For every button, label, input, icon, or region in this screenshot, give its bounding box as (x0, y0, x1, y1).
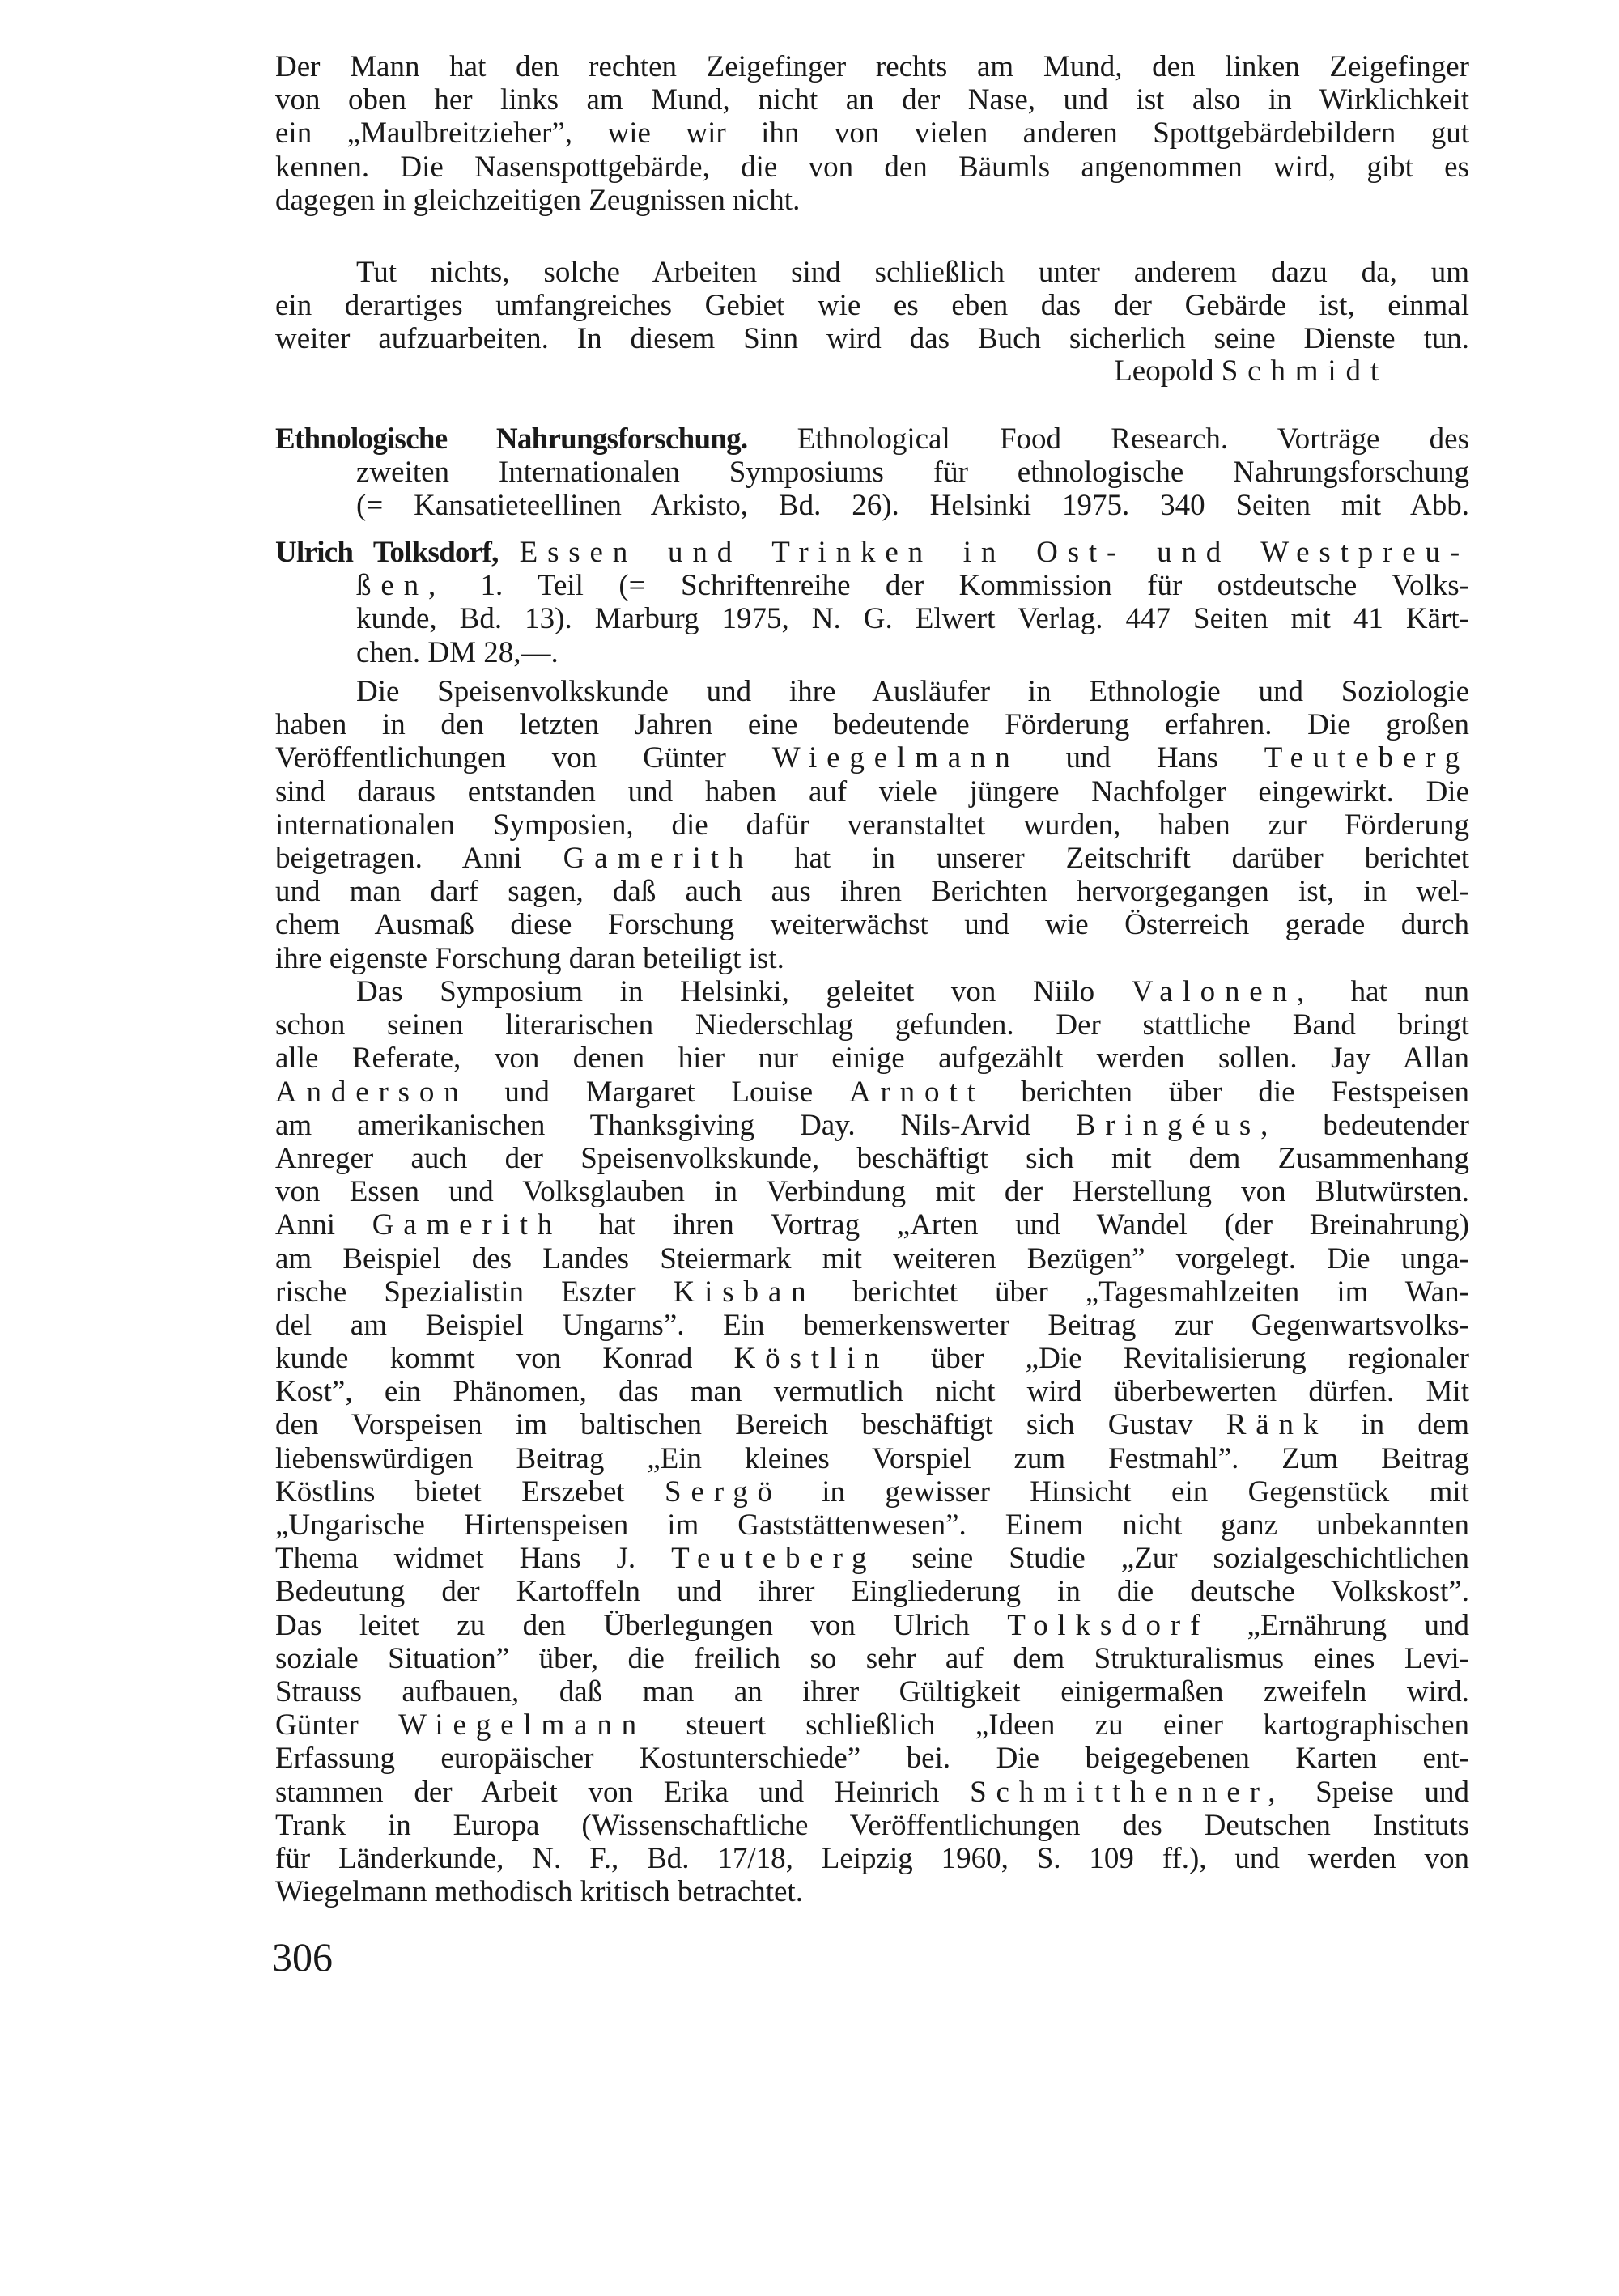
text-run: chen. DM 28,—. (356, 635, 559, 669)
text-line (275, 50, 1469, 83)
spaced-name: Teuteberg (671, 1542, 877, 1576)
spaced-name: Gamerith (372, 1208, 563, 1242)
text-run: 1. Teil (= Schriftenreihe der Kommission für ostdeutsche Volks- (445, 569, 1469, 603)
text-line (275, 1475, 1469, 1509)
text-line (275, 1008, 1469, 1042)
text-run: Bedeutung der Kartoffeln und ihrer Eingliederung in die deutsche Volkskost”. (275, 1575, 1469, 1609)
text-run: soziale Situation” über, die freilich so sehr auf dem Strukturalismus eines Levi- (275, 1641, 1469, 1675)
text-run: dagegen in gleichzeitigen Zeugnissen nicht. (275, 183, 801, 217)
text-line (275, 842, 1469, 875)
text-run: in dem (1328, 1408, 1470, 1442)
text-line (275, 1542, 1469, 1575)
text-line (275, 289, 1469, 322)
review-end (275, 50, 1469, 217)
text-run: ein derartiges umfangreiches Gebiet wie es eben das der Gebärde ist, einmal (275, 289, 1469, 323)
spaced-name: Anderson (275, 1075, 469, 1109)
text-run: in gewisser Hinsicht ein Gegenstück mit (781, 1475, 1469, 1509)
text-run: und Hans (1019, 741, 1264, 775)
text-line (275, 1076, 1469, 1109)
text-line (275, 1776, 1469, 1809)
text-run: bedeutender (1277, 1108, 1470, 1142)
text-line (275, 1708, 1469, 1742)
signature-first-name: Leopold (1114, 354, 1214, 388)
text-line (275, 1609, 1469, 1642)
text-line (275, 675, 1469, 708)
text-run: berichten über die Festspeisen (984, 1075, 1469, 1109)
text-line (275, 1875, 1469, 1908)
text-line (275, 1408, 1469, 1441)
text-run: (= Kansatieteellinen Arkisto, Bd. 26). Helsinki 1975. 340 Seiten mit Abb. (356, 489, 1469, 523)
text-run: haben in den letzten Jahren eine bedeutende Förderung erfahren. Die großen (275, 708, 1469, 742)
text-run: Erfassung europäischer Kostunterschiede” bei. Die beigegebenen Karten ent- (275, 1742, 1469, 1776)
text-line (275, 975, 1469, 1008)
text-run: weiter aufzuarbeiten. In diesem Sinn wird das Buch sicherlich seine Dienste tun. (275, 322, 1469, 356)
text-run: Anreger auch der Speisenvolkskunde, beschäftigt sich mit dem Zusammenhang (275, 1141, 1469, 1175)
text-line (275, 1242, 1469, 1275)
text-line (275, 1175, 1469, 1208)
signature-last-name: Schmidt (1221, 354, 1388, 388)
text-run: Strauss aufbauen, daß man an ihrer Gültigkeit einigermaßen zweifeln wird. (275, 1674, 1469, 1708)
citation-2 (275, 536, 1469, 669)
text-run: kunde, Bd. 13). Marburg 1975, N. G. Elwert Verlag. 447 Seiten mit 41 Kärt- (356, 602, 1469, 636)
text-run: „Ernährung und (1209, 1608, 1469, 1642)
text-line (275, 808, 1469, 842)
text-run: Der Mann hat den rechten Zeigefinger rechts am Mund, den linken Zeigefinger (275, 50, 1469, 83)
text-line (275, 536, 1469, 569)
text-line (275, 1842, 1469, 1875)
text-run: Ethnological Food Research. Vorträge des (747, 422, 1469, 456)
text-line (275, 83, 1469, 117)
text-run: Das leitet zu den Überlegungen von Ulrich (275, 1608, 1008, 1642)
text-run: hat in unserer Zeitschrift darüber berichtet (753, 841, 1469, 875)
text-run: über „Die Revitalisierung regionaler (889, 1342, 1469, 1376)
text-run: am Beispiel des Landes Steiermark mit weiteren Bezügen” vorgelegt. Die unga- (275, 1241, 1469, 1275)
text-run: Kost”, ein Phänomen, das man vermutlich nicht wird überbewerten dürfen. Mit (275, 1375, 1469, 1409)
text-run: Die Speisenvolkskunde und ihre Ausläufer in Ethnologie und Soziologie (356, 675, 1469, 708)
text-run: Anni (275, 1208, 372, 1242)
text-run: kunde kommt von Konrad (275, 1342, 734, 1376)
text-line (275, 1275, 1469, 1309)
text-line (275, 908, 1469, 941)
text-run: stammen der Arbeit von Erika und Heinrich (275, 1775, 971, 1809)
text-line (275, 456, 1469, 489)
text-run: ihre eigenste Forschung daran beteiligt ist. (275, 941, 784, 975)
text-run: liebenswürdigen Beitrag „Ein kleines Vorspiel zum Festmahl”. Zum Beitrag (275, 1441, 1469, 1475)
text-line (275, 1109, 1469, 1142)
text-run: del am Beispiel Ungarns”. Ein bemerkenswerter Beitrag zur Gegenwartsvolks- (275, 1308, 1469, 1342)
spaced-name: Wiegelmann (771, 741, 1020, 775)
text-line (275, 708, 1469, 741)
text-run: chem Ausmaß diese Forschung weiterwächst und wie Österreich gerade durch (275, 908, 1469, 942)
text-line (275, 184, 1469, 217)
text-line (275, 1742, 1469, 1775)
text-run: ein „Maulbreitzieher”, wie wir ihn von vielen anderen Spottgebärdebildern gut (275, 117, 1469, 151)
text-line (275, 1442, 1469, 1475)
text-run: „Ungarische Hirtenspeisen im Gaststättenwesen”. Einem nicht ganz unbekannten (275, 1509, 1469, 1542)
text-run: hat nun (1314, 975, 1470, 1008)
text-line (275, 322, 1469, 355)
text-run: am amerikanischen Thanksgiving Day. Nils-Arvid (275, 1108, 1076, 1142)
text-run: kennen. Die Nasenspottgebärde, die von den Bäumls angenommen wird, gibt es (275, 150, 1469, 184)
reviewer-signature (275, 354, 1388, 388)
text-run: Wiegelmann methodisch kritisch betrachtet. (275, 1875, 803, 1909)
text-run: Köstlins bietet Erszebet (275, 1475, 665, 1509)
text-line (275, 1675, 1469, 1708)
text-line (275, 151, 1469, 184)
spaced-name: Tolksdorf (1007, 1608, 1210, 1642)
text-line (275, 1342, 1469, 1375)
text-line (275, 489, 1469, 522)
text-run: berichtet über „Tagesmahlzeiten im Wan- (815, 1275, 1469, 1309)
text-run: von oben her links am Mund, nicht an der Nase, und ist also in Wirklichkeit (275, 83, 1469, 117)
spaced-name: Kisban (673, 1275, 816, 1309)
text-run: seine Studie „Zur sozialgeschichtlichen (876, 1542, 1469, 1576)
text-line (275, 569, 1469, 602)
text-line (275, 1208, 1469, 1241)
text-run: steuert schließlich „Ideen zu einer kartographischen (646, 1708, 1469, 1742)
text-run: Das Symposium in Helsinki, geleitet von Niilo (356, 975, 1132, 1008)
spaced-name: Arnott (848, 1075, 985, 1109)
text-line (275, 942, 1469, 975)
spaced-name: Sergö (665, 1475, 782, 1509)
text-run: internationalen Symposien, die dafür veranstaltet wurden, haben zur Förderung (275, 808, 1469, 842)
spaced-name: Valonen, (1131, 975, 1314, 1008)
text-line (275, 1809, 1469, 1842)
text-run (499, 536, 520, 569)
text-run: für Länderkunde, N. F., Bd. 17/18, Leipzig 1960, S. 109 ff.), und werden von (275, 1841, 1469, 1875)
page-number: 306 (272, 1934, 333, 1980)
text-line (275, 117, 1469, 150)
text-run: Veröffentlichungen von Günter (275, 741, 772, 775)
bold-heading: Ethnologische Nahrungsforschung. (275, 422, 748, 456)
spaced-name: Wiegelmann (398, 1708, 647, 1742)
spaced-name: ßen, (356, 569, 446, 603)
text-line (275, 1375, 1469, 1408)
spaced-name: Ränk (1226, 1408, 1328, 1442)
text-line (275, 741, 1469, 775)
text-line (275, 775, 1469, 808)
text-run: Günter (275, 1708, 399, 1742)
spaced-name: Teuteberg (1264, 741, 1469, 775)
text-line (275, 1575, 1469, 1608)
review-para-1 (275, 675, 1469, 975)
text-line (275, 1309, 1469, 1342)
text-run: beigetragen. Anni (275, 841, 563, 875)
spaced-name: Essen und Trinken in Ost- und Westpreu- (519, 536, 1469, 569)
text-run: zweiten Internationalen Symposiums für ethnologische Nahrungsforschung (356, 456, 1469, 490)
text-run: Thema widmet Hans J. (275, 1542, 672, 1576)
text-line (275, 1142, 1469, 1175)
text-line (275, 636, 1469, 669)
review-closing (275, 256, 1469, 356)
text-run: schon seinen literarischen Niederschlag gefunden. Der stattliche Band bringt (275, 1008, 1469, 1042)
text-run: und man darf sagen, daß auch aus ihren Berichten hervorgegangen ist, in wel- (275, 875, 1469, 909)
bold-heading: Ulrich Tolksdorf, (275, 536, 499, 569)
spaced-name: Köstlin (733, 1342, 890, 1376)
review-para-2 (275, 975, 1469, 1908)
text-run: Trank in Europa (Wissenschaftliche Veröffentlichungen des Deutschen Instituts (275, 1808, 1469, 1842)
citation-1 (275, 422, 1469, 523)
text-run: Speise und (1285, 1775, 1469, 1809)
text-line (275, 256, 1469, 289)
text-run: von Essen und Volksglauben in Verbindung mit der Herstellung von Blutwürsten. (275, 1175, 1469, 1209)
text-line (275, 1042, 1469, 1075)
text-line (275, 1642, 1469, 1675)
text-run: alle Referate, von denen hier nur einige aufgezählt werden sollen. Jay Allan (275, 1042, 1469, 1076)
text-run: sind daraus entstanden und haben auf viele jüngere Nachfolger eingewirkt. Die (275, 775, 1469, 808)
text-run: den Vorspeisen im baltischen Bereich beschäftigt sich Gustav (275, 1408, 1226, 1442)
text-line (275, 875, 1469, 908)
text-run: Tut nichts, solche Arbeiten sind schließlich unter anderem dazu da, um (356, 256, 1469, 289)
spaced-name: Bringéus, (1075, 1108, 1278, 1142)
text-run: und Margaret Louise (468, 1075, 849, 1109)
text-line (275, 422, 1469, 456)
text-run: rische Spezialistin Eszter (275, 1275, 674, 1309)
spaced-name: Schmitthenner, (970, 1775, 1285, 1809)
text-line (275, 1509, 1469, 1542)
text-line (275, 602, 1469, 635)
text-run: hat ihren Vortrag „Arten und Wandel (der Breinahrung) (562, 1208, 1469, 1242)
spaced-name: Gamerith (563, 841, 754, 875)
